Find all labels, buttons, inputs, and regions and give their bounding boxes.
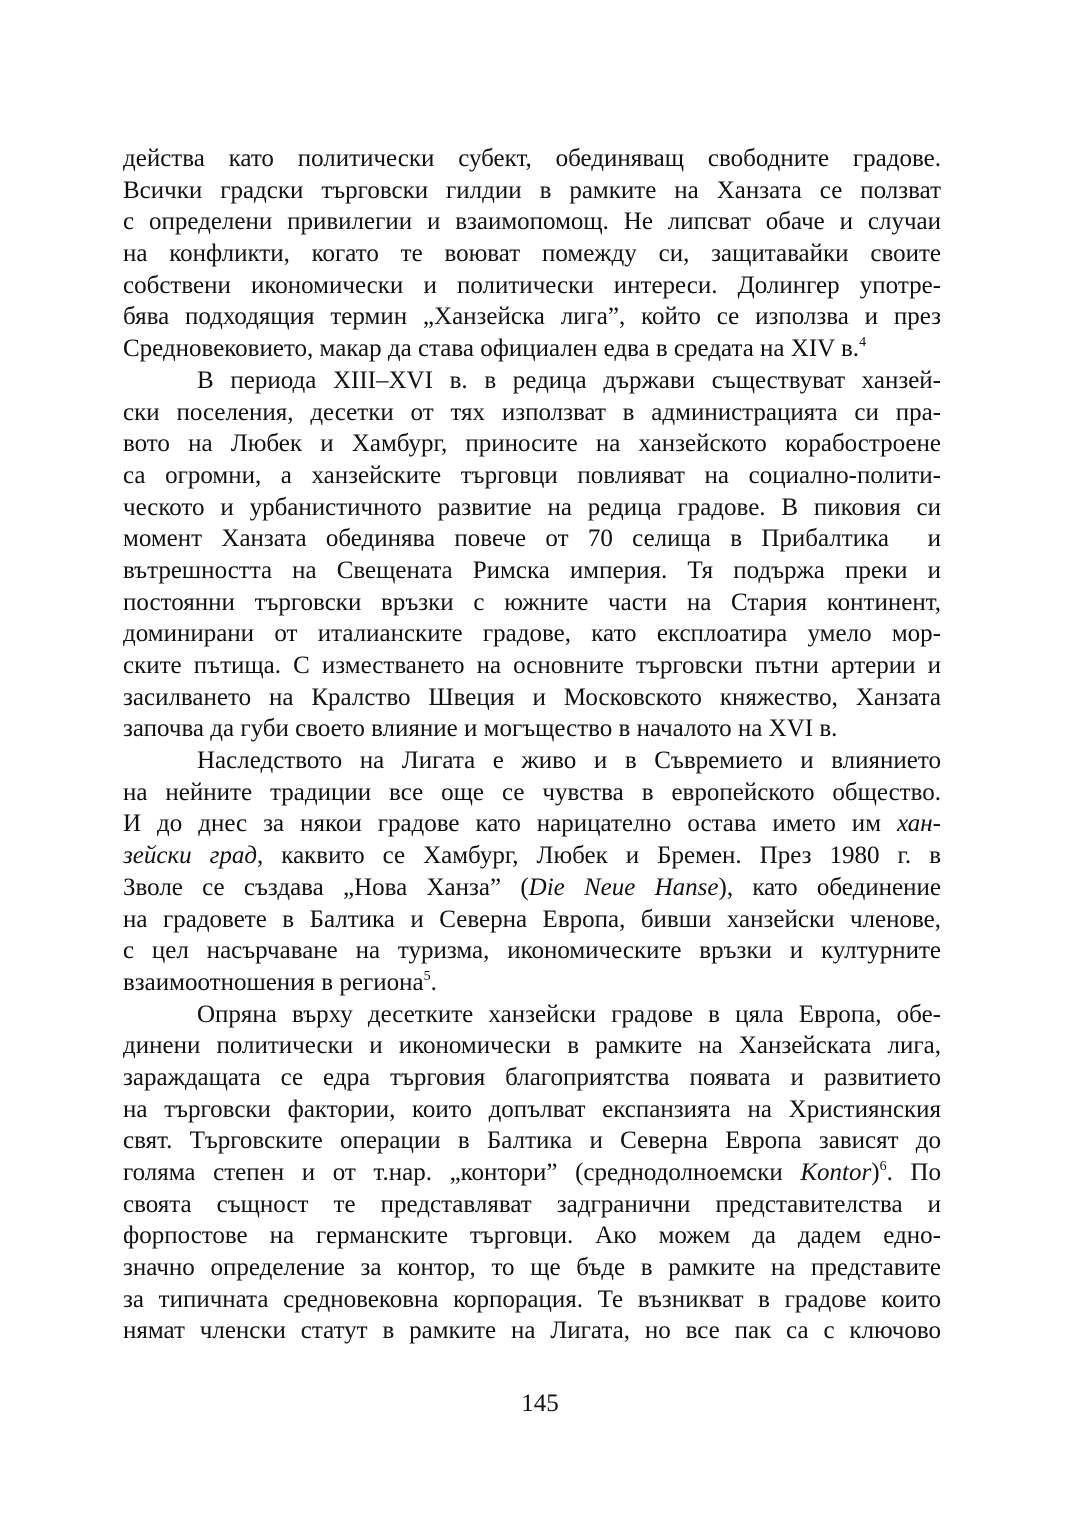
- text-line: за типичната средновековна корпорация. Те възникват в градове които: [123, 1285, 941, 1313]
- text-line: свят. Търговските операции в Балтика и Северна Европа зависят до: [123, 1127, 941, 1155]
- italic-term: зейски град: [123, 842, 258, 870]
- text-line: започва да губи своето влияние и могъщество в началото на XVI в.: [123, 715, 838, 743]
- text-line: своята същност те представляват задгранични представителства и: [123, 1190, 941, 1218]
- text-line: на търговски фактории, които допълват експанзията на Християнския: [123, 1095, 941, 1123]
- text-line: Всички градски търговски гилдии в рамките на Ханзата се ползват: [123, 176, 941, 204]
- footnote-marker: 4: [859, 335, 867, 351]
- text-line: действа като политически субект, обединяващ свободните градове.: [123, 145, 941, 172]
- text-line: засилването на Кралство Швеция и Московското княжество, Ханзата: [123, 683, 941, 711]
- text-line: взаимоотношения в региона$^5$.: [123, 968, 437, 996]
- text-line: постоянни търговски връзки с южните части на Стария континент,: [123, 588, 941, 616]
- text-line: зараждащата се едра търговия благоприятства появата и развитието: [123, 1063, 941, 1091]
- page-number: 145: [521, 1390, 559, 1417]
- text-line: ски поселения, десетки от тях използват в администрацията си пра-: [123, 398, 941, 426]
- text-line: Зволе се създава „Нова Ханза” (Die Neue Hanse), като обединение: [123, 873, 941, 901]
- text-line: собствени икономически и политически интереси. Долингер употре-: [123, 271, 941, 299]
- text-line: Опряна върху десетките ханзейски градове в цяла Европа, обе-: [197, 1000, 941, 1028]
- footnote-marker: 6: [879, 1159, 887, 1174]
- footnote-marker: 5: [423, 968, 431, 984]
- text-line: В периода XIII–XVI в. в редица държави съществуват ханзей-: [197, 366, 941, 394]
- text-line: ческото и урбанистичното развитие на редица градове. В пиковия си: [123, 493, 941, 521]
- text-line: И до днес за някои градове като нарицателно остава името им хан-: [123, 810, 941, 838]
- text-line: форпостове на германските търговци. Ако можем да дадем едно-: [123, 1222, 941, 1250]
- text-line: Средновековието, макар да става официален едва в средата на XIV в.$^4$: [123, 335, 867, 363]
- text-line: с цел насърчаване на туризма, икономическите връзки и културните: [123, 937, 941, 965]
- text-line: Наследството на Лигата е живо и в Съвремието и влиянието: [197, 747, 941, 775]
- text-line: са огромни, а ханзейските търговци повлияват на социално-полити-: [123, 461, 941, 489]
- body-text: [123, 143, 941, 1347]
- text-line: зейски град, каквито се Хамбург, Любек и Бремен. През 1980 г. в: [123, 842, 941, 870]
- text-line: вътрешността на Свещената Римска империя. Тя подържа преки и: [123, 556, 941, 584]
- text-line: на нейните традиции все още се чувства в европейското общество.: [123, 778, 941, 806]
- italic-term: Die Neue Hanse: [528, 873, 719, 901]
- text-line: на конфликти, когато те воюват помежду си, защитавайки своите: [123, 240, 941, 268]
- text-line: голяма степен и от т.нар. „контори” (среднодолноемски Kontor)$^6$. По: [123, 1159, 941, 1186]
- italic-term: хан-: [897, 810, 941, 838]
- text-line: динени политически и икономически в рамките на Ханзейската лига,: [123, 1032, 941, 1060]
- text-line: бява подходящия термин „Ханзейска лига”, който се използва и през: [123, 303, 941, 331]
- text-line: доминирани от италианските градове, като експлоатира умело мор-: [123, 620, 941, 648]
- text-line: вото на Любек и Хамбург, приносите на ханзейското корабостроене: [123, 430, 941, 458]
- italic-term: Kontor: [800, 1159, 872, 1186]
- text-line: значно определение за контор, то ще бъде в рамките на представите: [123, 1254, 941, 1282]
- text-line: с определени привилегии и взаимопомощ. Не липсват обаче и случаи: [123, 208, 941, 236]
- text-line: нямат членски статут в рамките на Лигата, но все пак са с ключово: [123, 1317, 941, 1345]
- text-line: ските пътища. С изместването на основните търговски пътни артерии и: [123, 652, 941, 679]
- text-line: момент Ханзата обединява повече от 70 селища в Прибалтика и: [123, 525, 941, 553]
- text-line: на градовете в Балтика и Северна Европа, бивши ханзейски членове,: [123, 905, 941, 933]
